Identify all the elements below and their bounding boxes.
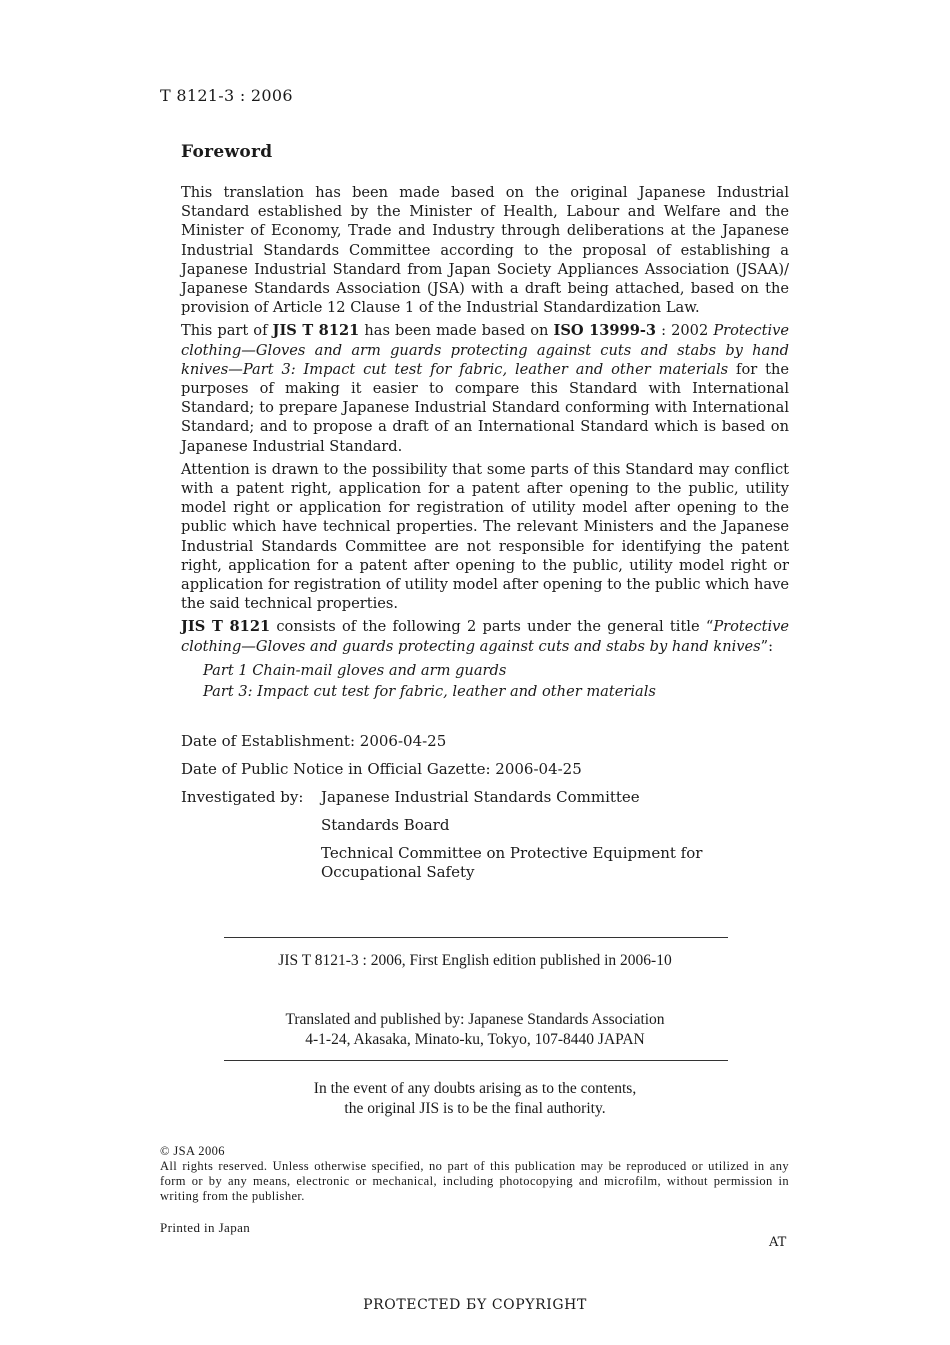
divider-bottom bbox=[224, 1060, 728, 1061]
foreword-body bbox=[181, 183, 789, 703]
foreword-title: Foreword bbox=[181, 142, 273, 162]
investigated-by bbox=[181, 788, 801, 891]
text-run: has been made based on bbox=[359, 322, 554, 340]
dates-block bbox=[181, 732, 801, 891]
part-item: Part 3: Impact cut test for fabric, leather and other materials bbox=[203, 683, 656, 701]
general-title: Protective clothing—Gloves and guards protecting against cuts and stabs by hand knives bbox=[181, 618, 789, 655]
text-run: ”: bbox=[760, 637, 774, 655]
protected-notice: PROTECTED БY COPYRIGHT bbox=[363, 1297, 587, 1313]
edition-line: JIS T 8121-3 : 2006, First English edition published in 2006-10 bbox=[278, 952, 672, 969]
foreword-paragraph-3: Attention is drawn to the possibility that some parts of this Standard may conflict with a patent right, application for a patent after opening to the public, utility model right or application for registration of utility model after opening to the public which have technical properties. The relevant Ministers and the Japanese Industrial Standards Committee are not responsible for identifying the patent right, application for a patent after opening to the public, utility model right or application for registration of utility model after opening to the public which have the said technical properties. bbox=[181, 460, 789, 613]
rights-statement: All rights reserved. Unless otherwise specified, no part of this publication may be reproduced or utilized in any form or by any means, electronic or mechanical, including photocopying and microfilm, without permission in writing from the publisher. bbox=[160, 1159, 789, 1203]
text-run: for the purposes of making it easier to compare this Standard with International Standard; to prepare Japanese Industrial Standard conforming with International Standard; and to propose a draft of an International Standard which is based on Japanese Industrial Standard. bbox=[181, 360, 789, 455]
document-number: T 8121-3 : 2006 bbox=[160, 86, 293, 105]
iso-title: Protective clothing—Gloves and arm guards protecting against cuts and stabs by hand knives—Part 3: Impact cut test for fabric, leather and other materials bbox=[181, 322, 789, 378]
copyright-line: © JSA 2006 bbox=[160, 1144, 225, 1158]
text-run: consists of the following 2 parts under the general title “ bbox=[270, 618, 714, 636]
foreword-paragraph-1: This translation has been made based on the original Japanese Industrial Standard established by the Minister of Health, Labour and Welfare and the Minister of Economy, Trade and Industry through deliberations at the Japanese Industrial Standards Committee according to the proposal of establishing a Japanese Industrial Standard from Japan Society Appliances Association (JSAA)/ Japanese Standards Association (JSA) with a draft being attached, based on the provision of Article 12 Clause 1 of the Industrial Standardization Law. bbox=[181, 184, 789, 317]
iso-reference: ISO 13999-3 bbox=[553, 322, 657, 340]
publisher-line-1: Translated and published by: Japanese Standards Association bbox=[285, 1011, 665, 1028]
publisher-address: 4-1-24, Akasaka, Minato-ku, Tokyo, 107-8440 JAPAN bbox=[305, 1031, 645, 1048]
investigated-label: Investigated by: bbox=[181, 788, 304, 806]
parts-list bbox=[203, 660, 789, 703]
authority-line-1: In the event of any doubts arising as to the contents, bbox=[313, 1080, 637, 1097]
divider-top bbox=[224, 937, 728, 938]
standard-reference: JIS T 8121 bbox=[181, 618, 271, 636]
investigator-item: Japanese Industrial Standards Committee bbox=[321, 788, 640, 806]
part-item: Part 1 Chain-mail gloves and arm guards bbox=[203, 661, 507, 679]
date-of-public-notice: Date of Public Notice in Official Gazette: 2006-04-25 bbox=[181, 760, 582, 778]
date-of-establishment: Date of Establishment: 2006-04-25 bbox=[181, 732, 447, 750]
printed-in: Printed in Japan bbox=[160, 1220, 251, 1235]
investigator-item: Standards Board bbox=[321, 816, 450, 834]
foreword-paragraph-4 bbox=[181, 617, 789, 655]
foreword-paragraph-2 bbox=[181, 321, 789, 455]
standard-reference: JIS T 8121 bbox=[272, 322, 360, 340]
text-run: : 2002 bbox=[656, 322, 714, 340]
text-run: This part of bbox=[181, 322, 273, 340]
page-code: AT bbox=[769, 1235, 787, 1250]
authority-line-2: the original JIS is to be the final authority. bbox=[344, 1100, 606, 1117]
investigated-list bbox=[321, 788, 741, 891]
investigator-item: Technical Committee on Protective Equipment for Occupational Safety bbox=[321, 844, 703, 881]
